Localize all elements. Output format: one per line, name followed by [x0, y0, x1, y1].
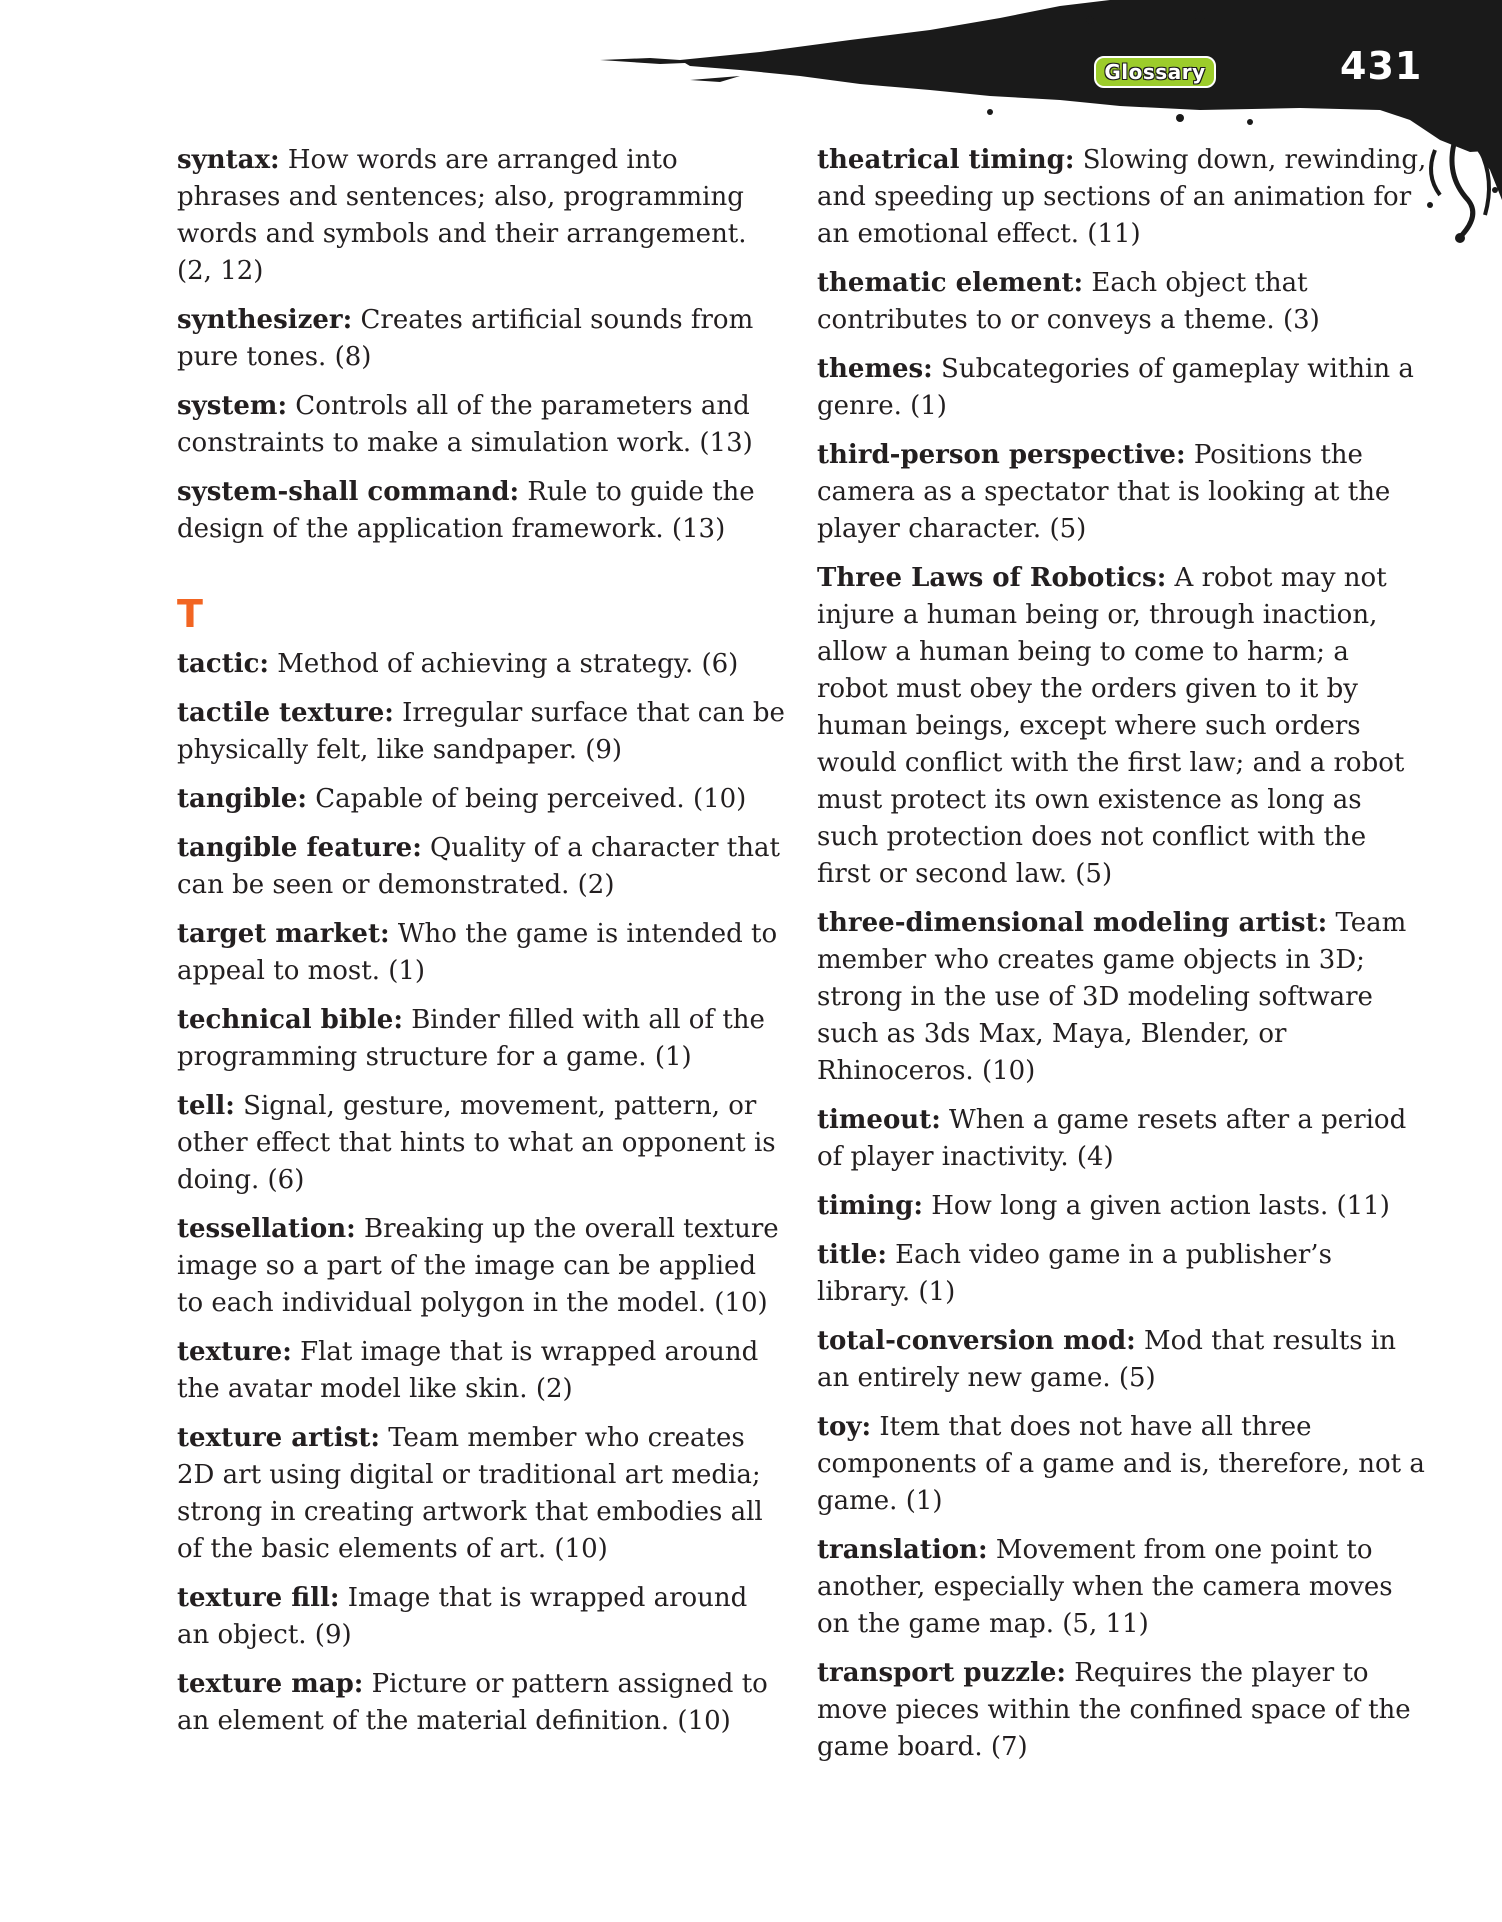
glossary-entry: [177, 142, 787, 290]
glossary-entry: [817, 1532, 1427, 1643]
glossary-entry: [177, 1334, 787, 1408]
glossary-term: texture fill:: [177, 1583, 340, 1613]
glossary-term: theatrical timing:: [817, 145, 1075, 175]
glossary-term: translation:: [817, 1535, 988, 1565]
glossary-term: timeout:: [817, 1105, 941, 1135]
glossary-entry: [817, 265, 1427, 339]
glossary-term: tell:: [177, 1091, 235, 1121]
left-column: [177, 142, 787, 1752]
glossary-definition: Quality of a character that can be seen or demonstrated. (2): [177, 833, 780, 900]
entry-list: [177, 646, 787, 1740]
glossary-entry: [817, 437, 1427, 548]
glossary-entry: [177, 1211, 787, 1322]
glossary-entry: [177, 916, 787, 990]
glossary-term: tangible feature:: [177, 833, 422, 863]
glossary-term: timing:: [817, 1191, 923, 1221]
glossary-entry: [177, 695, 787, 769]
glossary-entry: [817, 905, 1427, 1090]
glossary-definition: When a game resets after a period of player inactivity. (4): [817, 1105, 1407, 1172]
page-number: 431: [1340, 44, 1423, 88]
glossary-definition: Binder filled with all of the programming structure for a game. (1): [177, 1005, 765, 1072]
glossary-definition: Method of achieving a strategy. (6): [269, 649, 739, 679]
glossary-entry: [817, 1188, 1427, 1225]
glossary-definition: Flat image that is wrapped around the avatar model like skin. (2): [177, 1337, 759, 1404]
glossary-entry: [177, 1666, 787, 1740]
glossary-term: system-shall command:: [177, 477, 520, 507]
glossary-term: system:: [177, 391, 288, 421]
glossary-entry: [177, 388, 787, 462]
glossary-term: total-conversion mod:: [817, 1326, 1136, 1356]
glossary-definition: Team member who creates game objects in 3D; strong in the use of 3D modeling software such as 3ds Max, Maya, Blender, or Rhinoceros. (10): [817, 908, 1407, 1086]
glossary-definition: How words are arranged into phrases and sentences; also, programming words and symbols and their arrangement. (2, 12): [177, 145, 747, 286]
glossary-definition: Subcategories of gameplay within a genre. (1): [817, 354, 1414, 421]
glossary-definition: Irregular surface that can be physically felt, like sandpaper. (9): [177, 698, 785, 765]
glossary-entry: [817, 560, 1427, 893]
glossary-entry: [177, 1088, 787, 1199]
glossary-entry: [177, 302, 787, 376]
glossary-entry: [817, 1323, 1427, 1397]
glossary-term: texture:: [177, 1337, 292, 1367]
section-letter-heading: T: [177, 592, 203, 636]
glossary-entry: [817, 1409, 1427, 1520]
glossary-entry: [817, 1237, 1427, 1311]
glossary-definition: Team member who creates 2D art using digital or traditional art media; strong in creating artwork that embodies all of the basic elements of art. (10): [177, 1423, 763, 1564]
glossary-definition: Mod that results in an entirely new game. (5): [817, 1326, 1396, 1393]
glossary-term: tessellation:: [177, 1214, 356, 1244]
glossary-term: Three Laws of Robotics:: [817, 563, 1167, 593]
glossary-entry: [817, 351, 1427, 425]
right-column: [817, 142, 1427, 1778]
glossary-entry: [177, 781, 787, 818]
glossary-term: transport puzzle:: [817, 1658, 1067, 1688]
glossary-definition: Movement from one point to another, especially when the camera moves on the game map. (5, 11): [817, 1535, 1393, 1639]
glossary-term: target market:: [177, 919, 390, 949]
glossary-definition: Each object that contributes to or conveys a theme. (3): [817, 268, 1320, 335]
glossary-definition: How long a given action lasts. (11): [922, 1191, 1390, 1221]
glossary-definition: Capable of being perceived. (10): [307, 784, 747, 814]
glossary-definition: Positions the camera as a spectator that is looking at the player character. (5): [817, 440, 1391, 544]
glossary-entry: [177, 1420, 787, 1568]
glossary-term: texture map:: [177, 1669, 364, 1699]
glossary-term: thematic element:: [817, 268, 1084, 298]
glossary-definition: Signal, gesture, movement, pattern, or other effect that hints to what an opponent is doing. (6): [177, 1091, 776, 1195]
glossary-term: syntax:: [177, 145, 280, 175]
glossary-term: tactic:: [177, 649, 270, 679]
glossary-entry: [177, 474, 787, 548]
glossary-term: tangible:: [177, 784, 308, 814]
glossary-entry: [817, 1655, 1427, 1766]
glossary-entry: [177, 646, 787, 683]
glossary-term: tactile texture:: [177, 698, 394, 728]
glossary-definition: Rule to guide the design of the application framework. (13): [177, 477, 755, 544]
glossary-term: technical bible:: [177, 1005, 403, 1035]
glossary-term: synthesizer:: [177, 305, 353, 335]
glossary-term: toy:: [817, 1412, 872, 1442]
glossary-definition: Controls all of the parameters and constraints to make a simulation work. (13): [177, 391, 753, 458]
entry-list: [817, 142, 1427, 1766]
glossary-term: themes:: [817, 354, 933, 384]
glossary-definition: Breaking up the overall texture image so a part of the image can be applied to each individual polygon in the model. (10): [177, 1214, 779, 1318]
glossary-definition: Slowing down, rewinding, and speeding up sections of an animation for an emotional effect. (11): [817, 145, 1427, 249]
glossary-entry: [177, 1580, 787, 1654]
glossary-definition: Who the game is intended to appeal to most. (1): [177, 919, 778, 986]
glossary-entry: [817, 142, 1427, 253]
glossary-term: three-dimensional modeling artist:: [817, 908, 1328, 938]
glossary-definition: Creates artificial sounds from pure tones. (8): [177, 305, 754, 372]
glossary-entry: [177, 830, 787, 904]
entry-list: [177, 142, 787, 548]
glossary-definition: Each video game in a publisher’s library. (1): [817, 1240, 1332, 1307]
glossary-definition: Image that is wrapped around an object. (9): [177, 1583, 748, 1650]
glossary-entry: [177, 1002, 787, 1076]
glossary-tab: Glossary: [1094, 56, 1216, 88]
glossary-term: texture artist:: [177, 1423, 380, 1453]
glossary-entry: [817, 1102, 1427, 1176]
glossary-term: title:: [817, 1240, 887, 1270]
glossary-term: third-person perspective:: [817, 440, 1186, 470]
glossary-definition: Item that does not have all three components of a game and is, therefore, not a game. (1): [817, 1412, 1425, 1516]
glossary-definition: A robot may not injure a human being or, through inaction, allow a human being to come to harm; a robot must obey the orders given to it by human beings, except where such orders would conflict with the first law; and a robot must protect its own existence as long as such protection does not conflict with the first or second law. (5): [817, 563, 1405, 889]
glossary-definition: Picture or pattern assigned to an element of the material definition. (10): [177, 1669, 768, 1736]
glossary-definition: Requires the player to move pieces within the confined space of the game board. (7): [817, 1658, 1411, 1762]
